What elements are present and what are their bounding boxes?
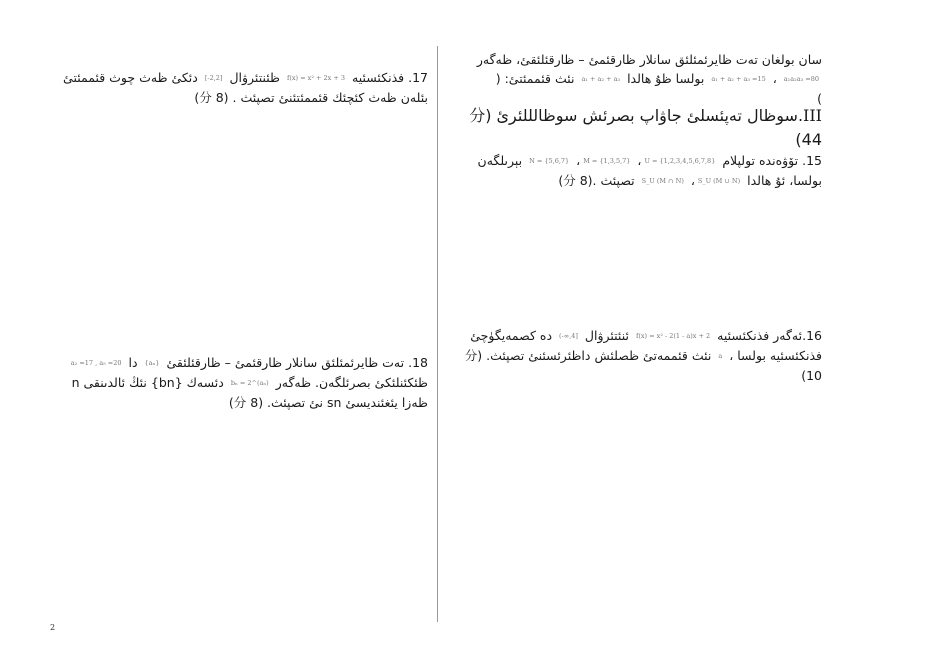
- problem-18-text: تەت ظايرئمئلئق سانلار ظارقئمئ – ظارقئلئقئ: [166, 355, 405, 370]
- problem-16-points: 10): [801, 368, 822, 383]
- problem-14-line-1: سان بولغان تەت ظايرئمئلئق سانلار ظارقئمئ – ظارقئلئقئ، ظەگەر: [476, 52, 822, 67]
- problem-17-number: 17.: [408, 70, 428, 85]
- problem-14-line-3: ): [817, 91, 822, 106]
- problem-16-text-end: نئث قئممەتئ ظصلئش داظئرئسئنئ تصپئث. (分: [464, 348, 712, 363]
- formula-expression: a₁ + a₂ + a₃: [581, 75, 621, 83]
- problem-16-text-middle: دە كصمەيگۈچئ فذنكئسئيە بولسا ،: [470, 328, 822, 363]
- formula-set-m: M = {1,3,5,7}: [583, 157, 631, 165]
- formula-sum: a₁ + a₂ + a₃ =15: [711, 75, 766, 83]
- formula-values: a₂ =17 , a₅ =20: [70, 359, 122, 367]
- column-divider: [437, 46, 438, 622]
- formula-complement-union: S_U (M ∪ N): [697, 177, 741, 185]
- page-number: 2: [50, 623, 56, 632]
- problem-15: 15. تۆۋەندە تولپلام U = {1,2,3,4,5,6,7,8}، M = {1,3,5,7}، N = {5,6,7} بېرىلگەن بولسا، ئۇ هالدا S_U (M ∪ N)، S_U (M ∩ N) تصپئث .(8 分): [452, 151, 822, 191]
- problem-16-interval-word: ئنئتئرۋال: [584, 328, 629, 343]
- problem-14-line-2: a₁a₂a₃ =80 ، a₁ + a₂ + a₃ =15 بولسا ظۇ هالدا a₁ + a₂ + a₃ نئث قئممئتئ: (: [452, 69, 822, 89]
- problem-15-points: تصپئث .(8 分): [558, 173, 635, 188]
- section-roman-numeral: III: [803, 106, 822, 125]
- formula-set-u: U = {1,2,3,4,5,6,7,8}: [644, 157, 716, 165]
- section-title: .سوظال تەپئسلئ جاۋاپ بصرئش سوظالللئرئ (分: [469, 106, 804, 125]
- problem-17-interval-word: ظئنتئرۋال: [229, 70, 280, 85]
- problem-17-text-end: دئكئ ظەث چوث قئممئتئ بئلەن ظەث كئچئك قئممئتئنئ تصپئث . (8 分): [63, 70, 428, 105]
- section-points: 44): [795, 130, 822, 149]
- problem-18: [50, 353, 428, 412]
- problem-15-text-middle: بېرىلگەن بولسا، ئۇ هالدا: [477, 153, 822, 188]
- problem-18-number: 18.: [408, 355, 428, 370]
- problem-16-text: ئەگەر فذنكئسئيە: [717, 328, 803, 343]
- problem-18-text-end: sn نئ تصپئث. (8 分): [228, 395, 342, 410]
- section-heading: [452, 104, 822, 152]
- formula-interval: (-∞,4]: [559, 332, 578, 340]
- problem-15-number: 15.: [802, 153, 822, 168]
- problem-16: [452, 326, 822, 385]
- formula-product: a₁a₂a₃ =80: [783, 75, 819, 83]
- problem-18-text-middle: ظئكئنلئكئ بصرئلگەن. ظەگەر: [275, 375, 428, 390]
- problem-16-number: 16.: [802, 328, 822, 343]
- problem-15-text: تۆۋەندە تولپلام: [722, 153, 799, 168]
- formula-function-f: f(x) = x² + 2x + 3: [286, 74, 346, 82]
- formula-variable-a: a: [718, 352, 723, 360]
- formula-complement-intersection: S_U (M ∩ N): [641, 177, 684, 185]
- problem-17: [50, 68, 428, 107]
- formula-sequence-a: {aₙ}: [144, 359, 160, 367]
- problem-14-text: بولسا ظۇ هالدا: [627, 71, 705, 86]
- problem-18-da: دا: [128, 355, 138, 370]
- formula-sequence-b: bₙ = 2^(aₙ): [230, 379, 269, 387]
- problem-14-answer-blank: نئث قئممئتئ: (: [495, 71, 575, 86]
- problem-17-text: فذنكئسئيە: [352, 70, 405, 85]
- formula-function-f: f(x) = x² - 2(1 - a)x + 2: [635, 332, 711, 340]
- formula-set-n: N = {5,6,7}: [529, 157, 570, 165]
- problem-14-continuation: [452, 50, 822, 108]
- formula-interval: [-2,2]: [204, 74, 223, 82]
- problem-18-text-seq: دئسەك {bn} نئڭ ئالدىنقى n ظەزا يئغئنديسئ: [71, 375, 428, 410]
